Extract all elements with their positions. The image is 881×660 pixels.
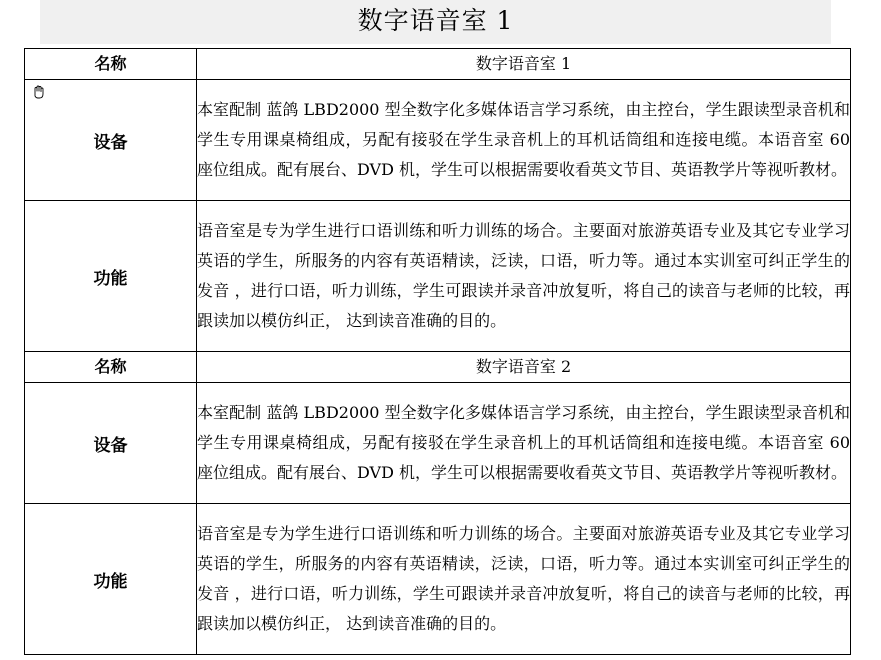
room-1-name-label: 名称 [25,49,197,80]
room-1-name-value: 数字语音室 1 [197,49,851,80]
room-2-equipment-label: 设备 [25,383,197,504]
room-1-function-row [25,201,851,352]
room-1-equipment-text: 本室配制 蓝鸽 LBD2000 型全数字化多媒体语言学习系统，由主控台，学生跟读型录音机和学生专用课桌椅组成，另配有接驳在学生录音机上的耳机话筒组和连接电缆。本语音室 60 座位组成。配有展台、DVD 机，学生可以根据需要收看英文节目、英语教学片等视听教材。 [197,80,851,201]
room-2-function-row [25,504,851,655]
document-title: 数字语音室 1 [40,0,831,44]
room-info-table [24,48,851,655]
room-2-name-row [25,352,851,383]
room-2-equipment-text: 本室配制 蓝鸽 LBD2000 型全数字化多媒体语言学习系统，由主控台，学生跟读型录音机和学生专用课桌椅组成，另配有接驳在学生录音机上的耳机话筒组和连接电缆。本语音室 60 座位组成。配有展台、DVD 机，学生可以根据需要收看英文节目、英语教学片等视听教材。 [197,383,851,504]
room-2-function-label: 功能 [25,504,197,655]
hand-cursor-icon [31,84,47,100]
room-2-name-label: 名称 [25,352,197,383]
room-2-name-value: 数字语音室 2 [197,352,851,383]
room-1-equipment-label: 设备 [93,132,128,153]
room-1-name-row [25,49,851,80]
room-1-function-text: 语音室是专为学生进行口语训练和听力训练的场合。主要面对旅游英语专业及其它专业学习英语的学生，所服务的内容有英语精读，泛读，口语，听力等。通过本实训室可纠正学生的发音 ，进行口语，听力训练，学生可跟读并录音冲放复听，将自己的读音与老师的比较，再跟读加以模仿纠正， 达到读音准确的目的。 [197,201,851,352]
room-2-function-text: 语音室是专为学生进行口语训练和听力训练的场合。主要面对旅游英语专业及其它专业学习英语的学生，所服务的内容有英语精读，泛读，口语，听力等。通过本实训室可纠正学生的发音 ，进行口语，听力训练，学生可跟读并录音冲放复听，将自己的读音与老师的比较，再跟读加以模仿纠正， 达到读音准确的目的。 [197,504,851,655]
room-2-equipment-row [25,383,851,504]
room-1-equipment-row [25,80,851,201]
room-1-function-label: 功能 [25,201,197,352]
room-1-equipment-label-cell [25,80,197,201]
